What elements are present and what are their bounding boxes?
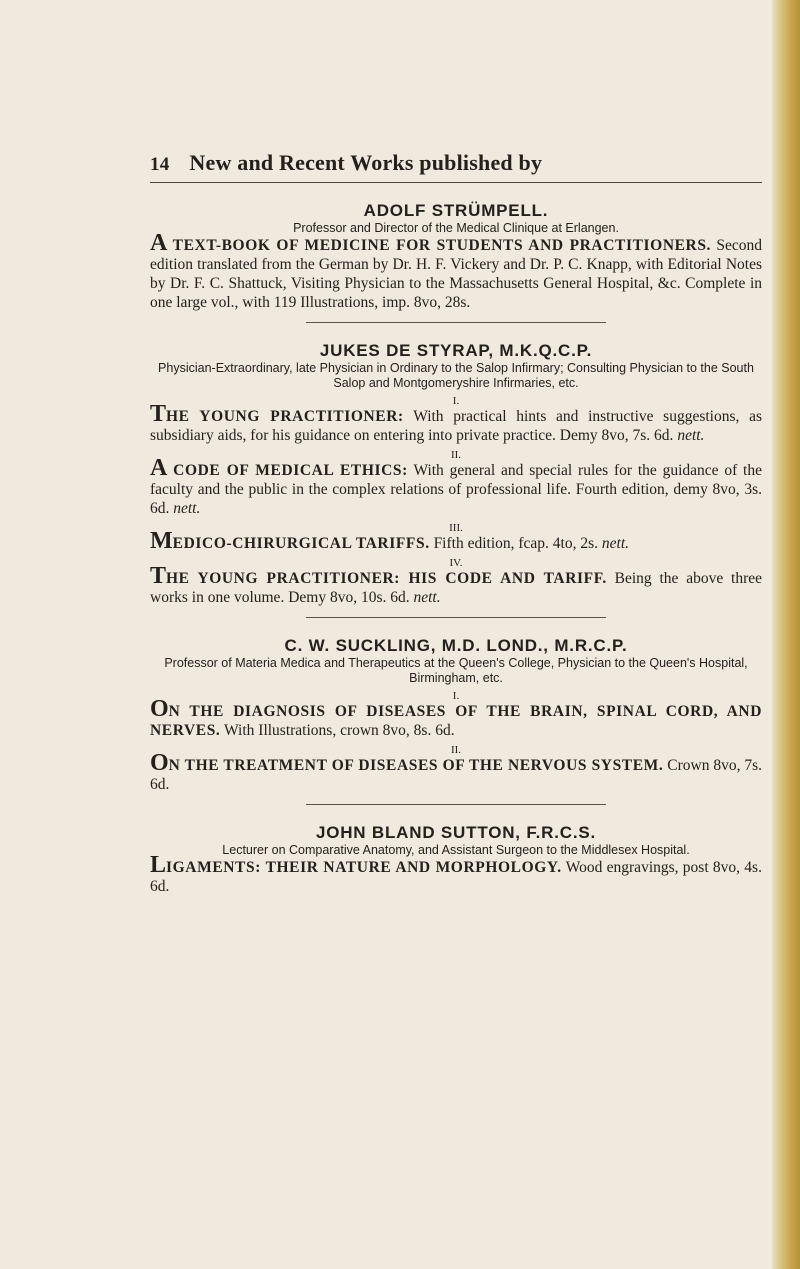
running-head-title: New and Recent Works published by xyxy=(189,150,543,175)
work-numeral: I. xyxy=(452,690,460,702)
author-name: JOHN BLAND SUTTON, F.R.C.S. xyxy=(315,823,597,842)
section-divider xyxy=(306,617,606,618)
work-title: N THE DIAGNOSIS OF DISEASES OF THE BRAIN, SPINAL CORD, AND NERVES. xyxy=(150,703,762,739)
work-numeral: IV. xyxy=(449,557,463,569)
nett-label: nett. xyxy=(173,500,201,517)
work-details: Wood engravings, post 8vo, 4s. 6d. xyxy=(150,859,762,895)
author-name: JUKES DE STYRAP, M.K.Q.C.P. xyxy=(319,341,593,360)
work-details: Second edition translated from the German by Dr. H. F. Vickery and Dr. P. C. Knapp, with Editorial Notes by Dr. F. C. Shattuck, Visiting Physician to the Massachusetts General Hospital, &c. Complete in one large vol., with 119 Illustrations, imp. 8vo, 28s. xyxy=(150,237,762,311)
work-title: CODE OF MEDICAL ETHICS: xyxy=(173,462,408,479)
work-entry xyxy=(150,401,762,445)
author-section-strumpell xyxy=(150,201,762,312)
author-name: ADOLF STRÜMPELL. xyxy=(363,201,549,220)
work-details: Being the above three works in one volume. Demy 8vo, 10s. 6d. xyxy=(150,570,763,606)
gilt-page-edge xyxy=(772,0,800,1269)
drop-cap: O xyxy=(150,750,169,776)
section-divider xyxy=(306,322,606,323)
work-title: IGAMENTS: THEIR NATURE AND MORPHOLOGY. xyxy=(166,859,562,876)
running-head xyxy=(150,150,762,183)
drop-cap: A xyxy=(150,455,168,481)
section-divider xyxy=(306,804,606,805)
catalogue-page xyxy=(150,150,762,896)
drop-cap: L xyxy=(150,852,167,878)
work-numeral: II. xyxy=(450,449,462,461)
work-entry xyxy=(150,696,762,740)
nett-label: nett. xyxy=(413,589,441,606)
nett-label: nett. xyxy=(677,427,705,444)
drop-cap: O xyxy=(150,696,169,722)
author-section-suckling xyxy=(150,636,762,794)
drop-cap: M xyxy=(150,528,173,554)
author-section-de-styrap xyxy=(150,341,762,607)
drop-cap: T xyxy=(150,563,167,589)
author-section-sutton xyxy=(150,823,762,896)
author-credential: Professor of Materia Medica and Therapeutics at the Queen's College, Physician to the Queen's Hospital, Birmingham, etc. xyxy=(164,656,748,685)
work-numeral: II. xyxy=(450,744,462,756)
author-name: C. W. SUCKLING, M.D. LOND., M.R.C.P. xyxy=(284,636,628,655)
drop-cap: A xyxy=(150,230,168,256)
nett-label: nett. xyxy=(601,535,630,552)
author-credential: Professor and Director of the Medical Clinique at Erlangen. xyxy=(293,221,619,235)
work-title: N THE TREATMENT OF DISEASES OF THE NERVOUS SYSTEM. xyxy=(168,757,664,774)
work-details: With general and special rules for the guidance of the faculty and the public in the complex relations of professional life. Fourth edition, demy 8vo, 3s. 6d. xyxy=(150,462,762,517)
work-entry xyxy=(150,230,762,312)
drop-cap: T xyxy=(150,401,167,427)
work-numeral: III. xyxy=(449,522,463,534)
work-details: With Illustrations, crown 8vo, 8s. 6d. xyxy=(224,722,455,739)
work-details: Crown 8vo, 7s. 6d. xyxy=(150,757,763,793)
author-credential: Lecturer on Comparative Anatomy, and Assistant Surgeon to the Middlesex Hospital. xyxy=(222,843,690,857)
work-title: EDICO-CHIRURGICAL TARIFFS. xyxy=(172,535,430,552)
work-numeral: I. xyxy=(452,395,460,407)
author-credential: Physician-Extraordinary, late Physician in Ordinary to the Salop Infirmary; Consulting Physician to the South Salop and Montgomeryshire Infirmaries, etc. xyxy=(158,361,754,390)
work-title: TEXT-BOOK OF MEDICINE FOR STUDENTS AND PRACTITIONERS. xyxy=(172,237,712,254)
page-number: 14 xyxy=(150,154,170,175)
work-entry xyxy=(150,852,762,896)
work-title: HE YOUNG PRACTITIONER: HIS CODE AND TARIFF. xyxy=(166,570,607,587)
work-details: With practical hints and instructive suggestions, as subsidiary aids, for his guidance on entering into private practice. Demy 8vo, 7s. 6d. xyxy=(150,408,762,444)
work-details: Fifth edition, fcap. 4to, 2s. xyxy=(433,535,599,552)
work-title: HE YOUNG PRACTITIONER: xyxy=(166,408,404,425)
